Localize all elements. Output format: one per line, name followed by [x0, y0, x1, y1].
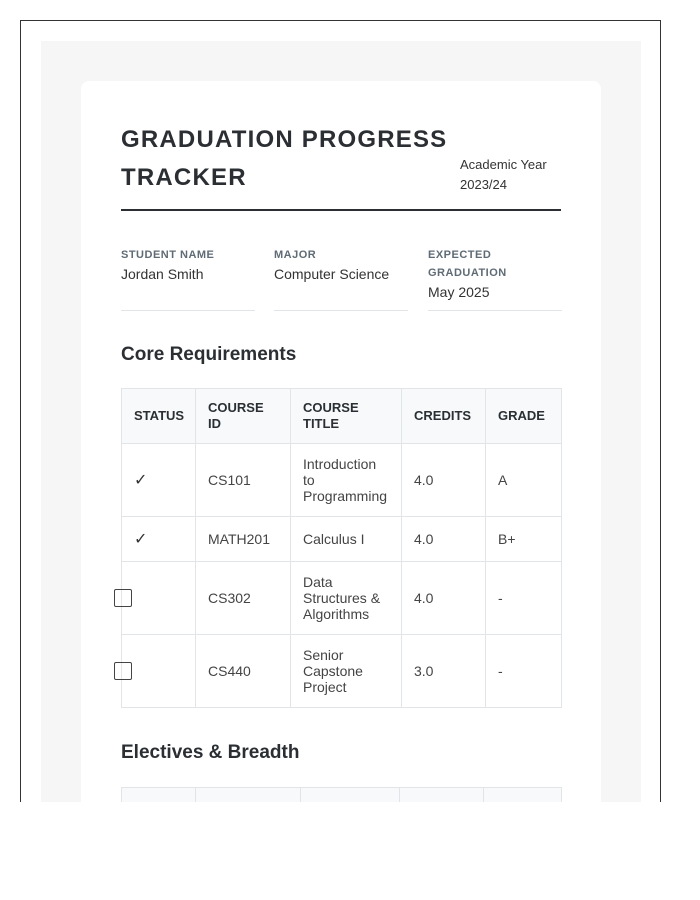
- student-name-label: STUDENT NAME: [121, 249, 215, 261]
- table-header-row: [122, 788, 562, 803]
- course-title-cell: Senior Capstone Project: [291, 635, 402, 708]
- credits-cell: 4.0: [402, 562, 486, 635]
- electives-header-cell: [196, 788, 301, 803]
- credits-cell: 4.0: [402, 444, 486, 517]
- student-info: [121, 209, 561, 310]
- major-label: MAJOR: [274, 249, 317, 261]
- page-frame: [20, 20, 661, 802]
- grade-header: GRADE: [486, 389, 562, 444]
- course-id-header: COURSE ID: [196, 389, 291, 444]
- status-cell: [122, 444, 196, 517]
- status-cell: [122, 635, 196, 708]
- electives-header-cell: [484, 788, 562, 803]
- course-title-cell: Introduction to Programming: [291, 444, 402, 517]
- graduation-value: May 2025: [428, 284, 490, 300]
- major-field: [274, 209, 408, 311]
- course-id-cell: CS101: [196, 444, 291, 517]
- core-requirements-title: Core Requirements: [121, 344, 297, 365]
- grade-cell: A: [486, 444, 562, 517]
- core-requirements-table: [121, 388, 562, 708]
- check-icon: ✓: [134, 471, 148, 489]
- graduation-label: EXPECTED GRADUATION: [428, 249, 507, 279]
- table-row: [122, 635, 562, 708]
- tracker-card: [81, 81, 601, 802]
- electives-header-cell: [400, 788, 484, 803]
- electives-header-cell: [301, 788, 400, 803]
- credits-header: CREDITS: [402, 389, 486, 444]
- graduation-field: [428, 209, 562, 311]
- status-cell: [122, 517, 196, 562]
- electives-header-cell: [122, 788, 196, 803]
- electives-title: Electives & Breadth: [121, 742, 300, 763]
- status-checkbox[interactable]: [114, 589, 132, 607]
- document-title: GRADUATION PROGRESS TRACKER: [121, 126, 448, 191]
- course-id-cell: CS440: [196, 635, 291, 708]
- table-row: [122, 444, 562, 517]
- check-icon: ✓: [134, 530, 148, 548]
- course-id-cell: CS302: [196, 562, 291, 635]
- grade-cell: -: [486, 562, 562, 635]
- table-row: [122, 517, 562, 562]
- credits-cell: 3.0: [402, 635, 486, 708]
- table-header-row: [122, 389, 562, 444]
- grade-cell: B+: [486, 517, 562, 562]
- electives-table: [121, 787, 562, 802]
- credits-cell: 4.0: [402, 517, 486, 562]
- document-header: [121, 121, 561, 211]
- major-value: Computer Science: [274, 266, 390, 282]
- table-row: [122, 562, 562, 635]
- status-header: STATUS: [122, 389, 196, 444]
- course-title-cell: Calculus I: [291, 517, 402, 562]
- status-checkbox[interactable]: [114, 662, 132, 680]
- student-name-field: [121, 209, 255, 311]
- student-name-value: Jordan Smith: [121, 266, 204, 282]
- course-title-cell: Data Structures & Algorithms: [291, 562, 402, 635]
- status-cell: [122, 562, 196, 635]
- course-id-cell: MATH201: [196, 517, 291, 562]
- course-title-header: COURSE TITLE: [291, 389, 402, 444]
- academic-year: Academic Year 2023/24: [460, 157, 547, 192]
- grade-cell: -: [486, 635, 562, 708]
